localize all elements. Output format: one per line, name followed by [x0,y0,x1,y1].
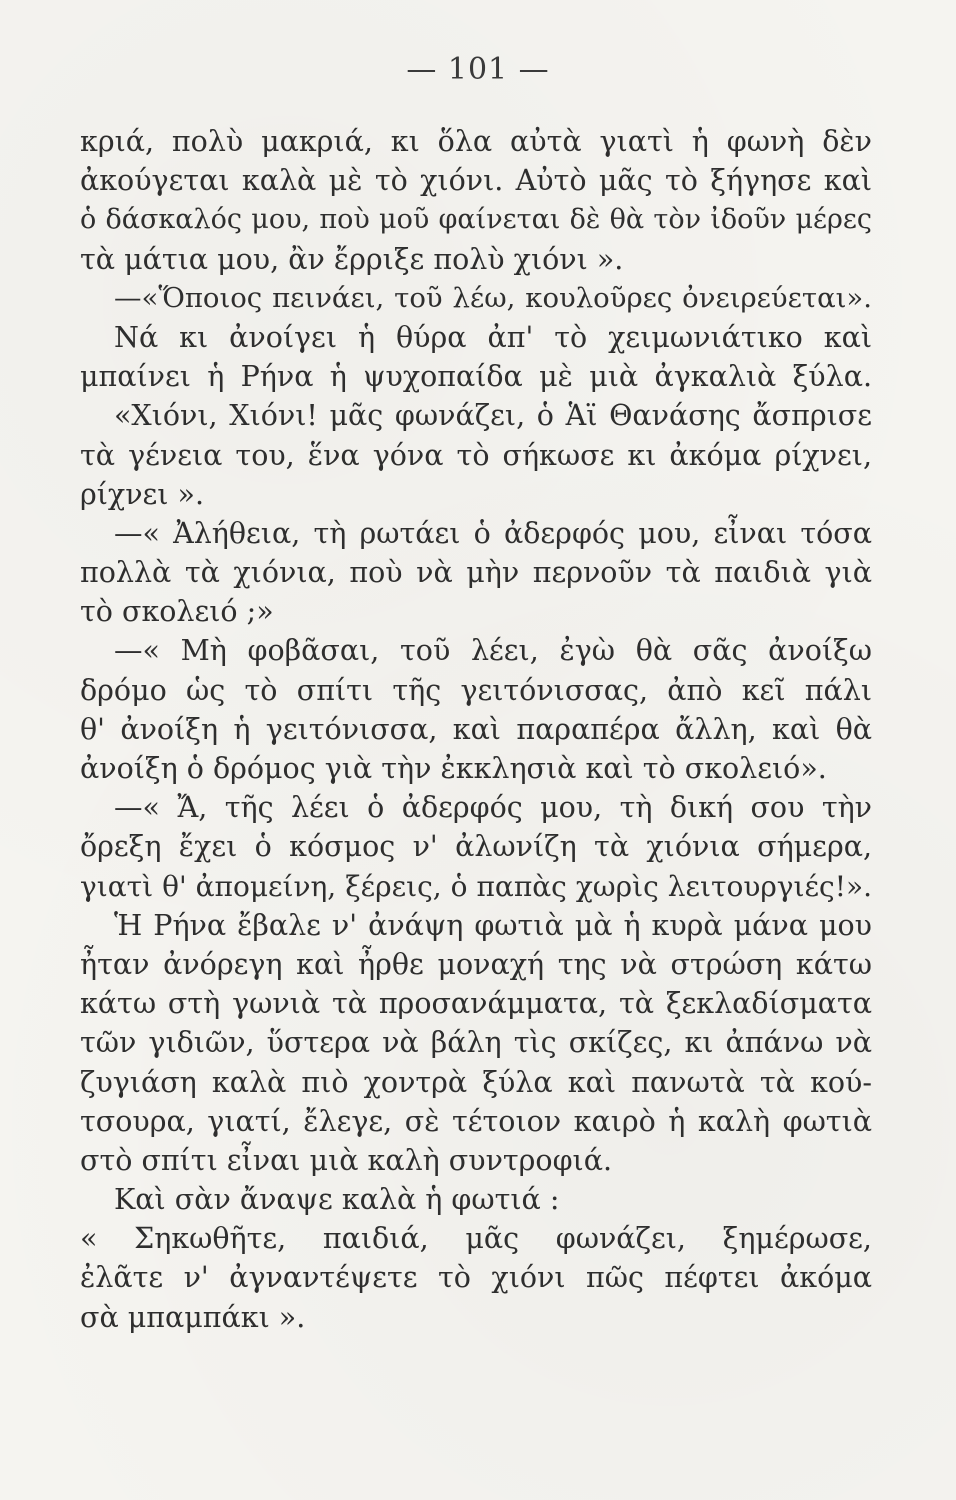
text-line: —« Ἄ, τῆς λέει ὁ ἀδερφός μου, τὴ δική σου τὴν [114,791,872,825]
text-line: κριά, πολὺ μακριά, κι ὅλα αὐτὰ γιατὶ ἡ φωνὴ δὲν [80,125,872,158]
text-line: —«Ὅποιος πεινάει, τοῦ λέω, κουλοῦρες ὀνειρεύεται». [114,281,872,314]
page-number: — 101 — [406,52,550,87]
text-line: τὸ σκολειό ;» [80,595,274,629]
text-line: γιατὶ θ' ἀπομείνη, ξέρεις, ὁ παπὰς χωρὶς λειτουργιές!». [80,869,872,903]
text-line: Ἡ Ρήνα ἔβαλε ν' ἀνάψη φωτιὰ μὰ ἡ κυρὰ μάνα μου [114,908,872,942]
text-line: ὁ δάσκαλός μου, ποὺ μοῦ φαίνεται δὲ θὰ τὸν ἰδοῦν μέρες [80,204,872,236]
text-line: σὰ μπαμπάκι ». [80,1300,306,1334]
text-line: ἀνοίξη ὁ δρόμος γιὰ τὴν ἐκκλησιὰ καὶ τὸ σκολειό». [80,752,827,785]
text-line: —« Μὴ φοβᾶσαι, τοῦ λέει, ἐγὼ θὰ σᾶς ἀνοίξω [114,634,872,668]
text-line: τῶν γιδιῶν, ὕστερα νὰ βάλη τὶς σκίζες, κι ἀπάνω νὰ [80,1026,872,1060]
text-line: δρόμο ὡς τὸ σπίτι τῆς γειτόνισσας, ἀπὸ κεῖ πάλι [80,673,872,707]
text-line: πολλὰ τὰ χιόνια, ποὺ νὰ μὴν περνοῦν τὰ παιδιὰ γιὰ [80,556,872,590]
text-line: ρίχνει ». [80,477,205,511]
text-line: στὸ σπίτι εἶναι μιὰ καλὴ συντροφιά. [80,1143,613,1177]
text-line: « Σηκωθῆτε, παιδιά, μᾶς φωνάζει, ξημέρωσε, [80,1222,872,1256]
text-line: ἦταν ἀνόρεγη καὶ ἦρθε μοναχή της νὰ στρώση κάτω [80,947,872,981]
text-line: τὰ μάτια μου, ἂν ἔρριξε πολὺ χιόνι ». [80,242,624,276]
text-line: κάτω στὴ γωνιὰ τὰ προσανάμματα, τὰ ξεκλαδίσματα [80,987,872,1021]
text-line: Καὶ σὰν ἄναψε καλὰ ἡ φωτιά : [114,1183,560,1217]
text-line: «Χιόνι, Χιόνι! μᾶς φωνάζει, ὁ Ἁϊ Θανάσης ἄσπρισε [114,399,872,433]
text-line: ζυγιάση καλὰ πιὸ χοντρὰ ξύλα καὶ πανωτὰ τὰ κού- [80,1065,872,1099]
text-line: τὰ γένεια του, ἕνα γόνα τὸ σήκωσε κι ἀκόμα ρίχνει, [80,438,872,472]
text-line: θ' ἀνοίξη ἡ γειτόνισσα, καὶ παραπέρα ἄλλη, καὶ θὰ [80,712,872,746]
text-line: τσουρα, γιατί, ἔλεγε, σὲ τέτοιον καιρὸ ἡ καλὴ φωτιὰ [80,1104,872,1138]
body-text [80,122,872,1337]
text-line: ὄρεξη ἔχει ὁ κόσμος ν' ἀλωνίζη τὰ χιόνια σήμερα, [80,830,872,864]
text-line: ἀκούγεται καλὰ μὲ τὸ χιόνι. Αὐτὸ μᾶς τὸ ξήγησε καὶ [80,164,872,198]
text-line: Νά κι ἀνοίγει ἡ θύρα ἀπ' τὸ χειμωνιάτικο καὶ [114,320,872,354]
text-line: ἐλᾶτε ν' ἀγναντέψετε τὸ χιόνι πῶς πέφτει ἀκόμα [80,1261,872,1295]
text-line: μπαίνει ἡ Ρήνα ἡ ψυχοπαίδα μὲ μιὰ ἀγκαλιὰ ξύλα. [80,360,872,394]
text-line: —« Ἀλήθεια, τὴ ρωτάει ὁ ἀδερφός μου, εἶναι τόσα [114,516,872,550]
